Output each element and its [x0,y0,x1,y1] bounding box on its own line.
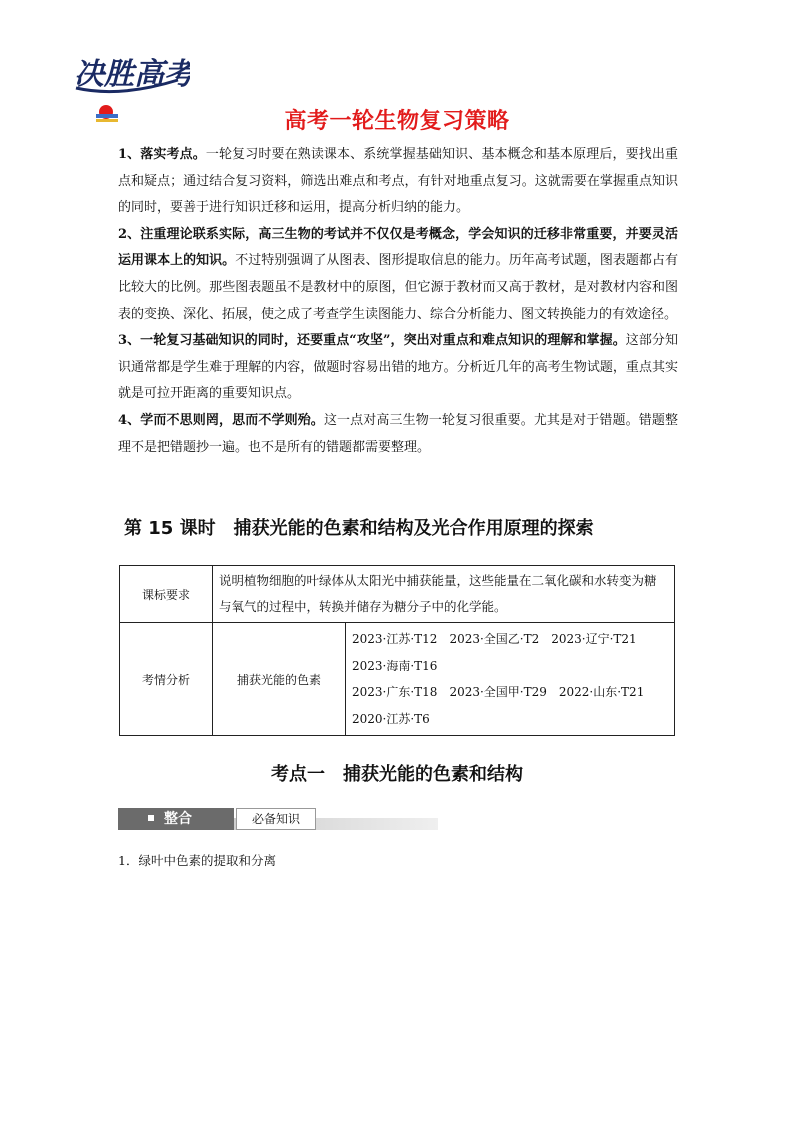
subheading: 1．绿叶中色素的提取和分离 [118,853,276,868]
main-title: 高考一轮生物复习策略 [284,109,510,134]
section-bar [118,808,438,834]
standard-text: 说明植物细胞的叶绿体从太阳光中捕获能量，这些能量在二氧化碳和水转变为糖与氧气的过程中，转换并储存为糖分子中的化学能。 [213,566,675,623]
paragraph-2: 2、注重理论联系实际，高三生物的考试并不仅仅是考概念，学会知识的迁移非常重要，并要灵活运用课本上的知识。不过特别强调了从图表、图形提取信息的能力。历年高考试题，图表题都占有比较大的比例。那些图表题虽不是教材中的原图，但它源于教材而又高于教材，是对教材内容和图表的变换、深化、拓展，使之成了考查学生读图能力、综合分析能力、图文转换能力的有效途径。 [118,226,678,322]
row-label: 考情分析 [120,623,213,736]
bar-tag-light: 必备知识 [236,808,316,830]
exam-line: 2023·江苏·T12 2023·全国乙·T2 2023·辽宁·T21 [352,632,637,646]
topic-cell: 捕获光能的色素 [213,623,346,736]
exam-line: 2020·江苏·T6 [352,711,430,726]
paragraph-3: 3、一轮复习基础知识的同时，还要重点“攻坚”，突出对重点和难点知识的理解和掌握。这部分知识通常都是学生难于理解的内容，做题时容易出错的地方。分析近几年的高考生物试题，重点其实就是可拉开距离的重要知识点。 [118,333,678,402]
exam-line: 2023·海南·T16 [352,658,438,673]
bar-tag-dark: 整合 [118,808,234,830]
paragraph-4: 4、学而不思则罔，思而不学则殆。这一点对高三生物一轮复习很重要。尤其是对于错题。错题整理不是把错题抄一遍。也不是所有的错题都需要整理。 [118,412,678,455]
table-row [120,566,675,623]
requirements-table [119,565,675,736]
square-icon [148,815,154,821]
logo-text: 决胜高考 [74,57,190,92]
strategy-paragraphs [118,142,678,461]
table-row [120,623,675,736]
exam-list [346,623,675,736]
paragraph-1: 1、落实考点。一轮复习时要在熟读课本、系统掌握基础知识、基本概念和基本原理后，要找出重点和疑点；通过结合复习资料，筛选出难点和考点，有针对地重点复习。这就需要在掌握重点知识的同时，要善于进行知识迁移和运用，提高分析归纳的能力。 [118,147,678,216]
exam-line: 2023·广东·T18 2023·全国甲·T29 2022·山东·T21 [352,685,645,699]
row-label: 课标要求 [120,566,213,623]
section-title: 考点一 捕获光能的色素和结构 [271,764,523,785]
lesson-title: 第 15 课时 捕获光能的色素和结构及光合作用原理的探索 [124,518,594,539]
